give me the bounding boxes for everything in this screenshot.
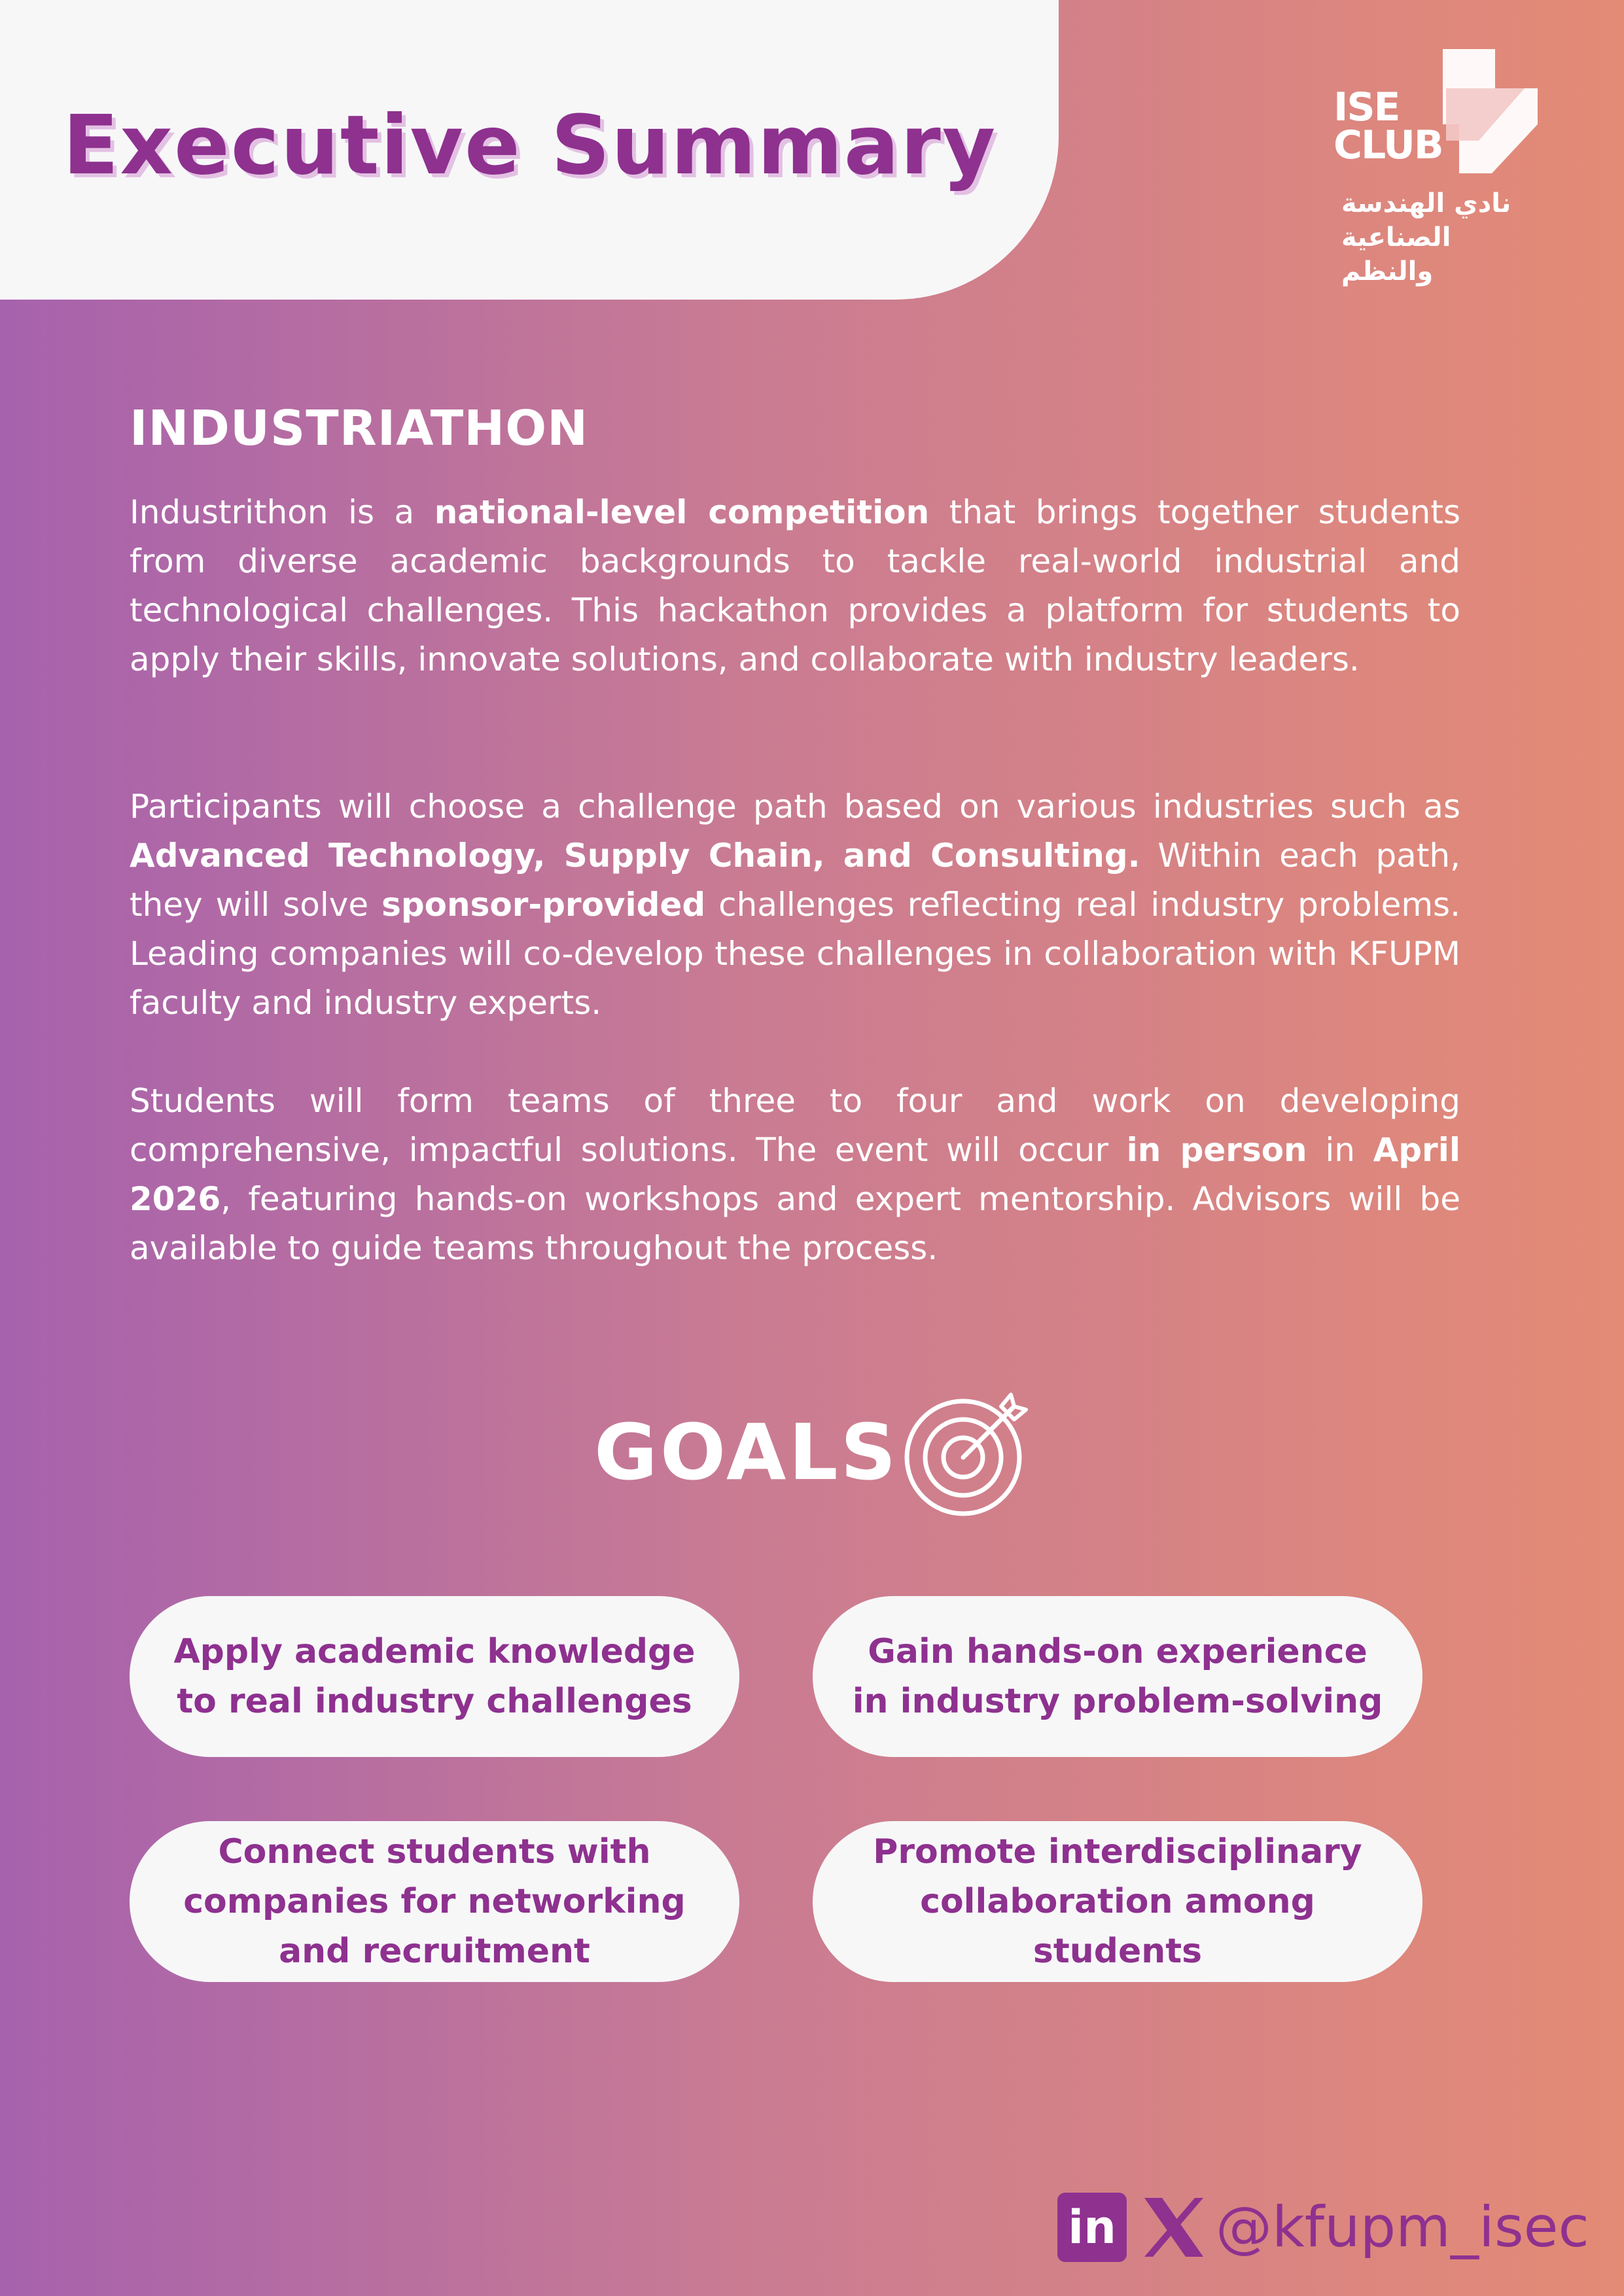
challenge-paths-paragraph (130, 782, 1460, 1028)
header-card (0, 0, 1059, 300)
linkedin-icon[interactable]: in (1057, 2193, 1127, 2262)
goal-card: Promote interdisciplinary collaboration among students (813, 1821, 1422, 1982)
x-icon[interactable] (1141, 2195, 1207, 2260)
text-run: that brings together students from diverse academic backgrounds to tackle real-world industrial and technological challenges. This hackathon provides a platform for students to apply their skills, innovate solutions, and collaborate with industry leaders. (130, 493, 1460, 678)
intro-paragraph (130, 488, 1460, 684)
text-run: in (1307, 1131, 1373, 1169)
bold-run: April 2026 (130, 1131, 1460, 1218)
logo-line-2: CLUB (1333, 122, 1443, 168)
event-details-paragraph (130, 1077, 1460, 1273)
bold-run: in person (1126, 1131, 1307, 1169)
text-run: Industrithon is a (130, 493, 434, 531)
logo-text (1333, 84, 1443, 168)
page-title: Executive Summary (63, 98, 997, 193)
social-handle[interactable]: @kfupm_isec (1216, 2195, 1589, 2260)
text-run: challenges reflecting real industry problems. Leading companies will co-develop these challenges in collaboration with KFUPM faculty and industry experts. (130, 886, 1460, 1022)
text-run: , featuring hands-on workshops and expert mentorship. Advisors will be available to guide teams throughout the process. (130, 1180, 1460, 1267)
goal-card: Apply academic knowledge to real industry challenges (130, 1596, 739, 1757)
logo-line-1: ISE (1333, 84, 1400, 130)
text-run: Participants will choose a challenge path based on various industries such as (130, 788, 1460, 826)
goals-heading (594, 1397, 1034, 1508)
section-title: INDUSTRIATHON (130, 400, 589, 457)
target-icon (903, 1387, 1034, 1518)
goal-card: Gain hands-on experience in industry problem-solving (813, 1596, 1422, 1757)
logo-arabic-text: نادي الهندسة الصناعية والنظم (1341, 188, 1511, 287)
social-footer (1057, 2191, 1589, 2263)
text-run: Students will form teams of three to four and work on developing comprehensive, impactful solutions. The event will occur (130, 1082, 1460, 1169)
bold-run: Advanced Technology, Supply Chain, and Consulting. (130, 837, 1140, 875)
bold-run: national-level competition (434, 493, 930, 531)
text-run: Within each path, they will solve (130, 837, 1461, 924)
ise-club-logo (1328, 49, 1538, 298)
goals-title: GOALS (594, 1407, 899, 1497)
goal-card: Connect students with companies for networking and recruitment (130, 1821, 739, 1982)
bold-run: sponsor-provided (381, 886, 706, 924)
